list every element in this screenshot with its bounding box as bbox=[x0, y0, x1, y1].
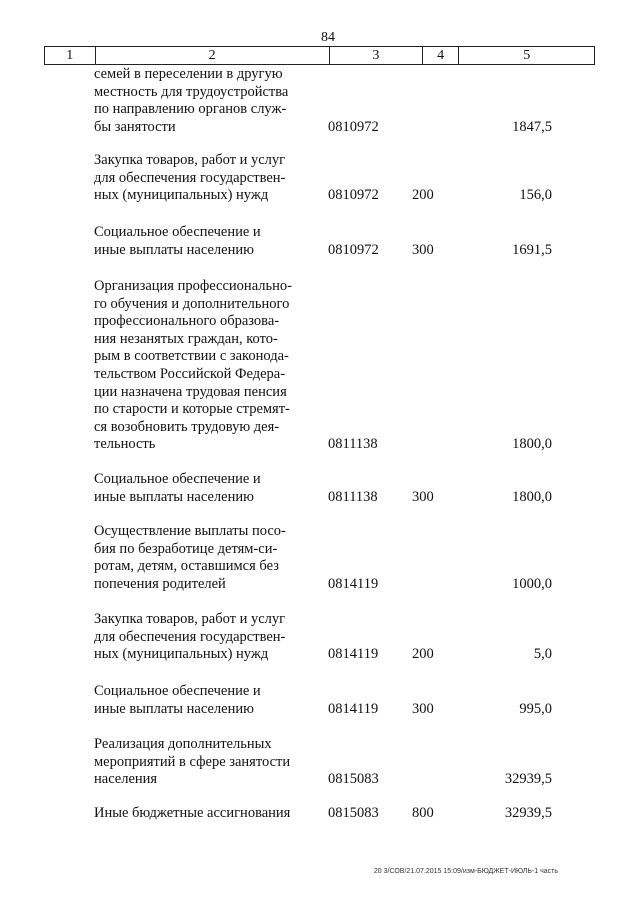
row-amount: 1800,0 bbox=[512, 436, 552, 453]
row-amount: 1000,0 bbox=[512, 575, 552, 592]
row-expense-type: 200 bbox=[412, 646, 434, 663]
row-code: 0814119 bbox=[328, 575, 379, 592]
row-expense-type: 300 bbox=[412, 488, 434, 505]
row-code: 0814119 bbox=[328, 700, 379, 717]
row-description: Социальное обеспечение и иные выплаты населению bbox=[94, 471, 261, 505]
row-description: Закупка товаров, работ и услуг для обеспечения государствен- ных (муниципальных) нужд bbox=[94, 611, 286, 663]
row-code: 0815083 bbox=[328, 771, 379, 788]
row-description: Социальное обеспечение и иные выплаты населению bbox=[94, 683, 261, 717]
row-expense-type: 200 bbox=[412, 187, 434, 204]
row-amount: 995,0 bbox=[519, 700, 552, 717]
document-footer: 20 3/СОВ/21.07.2015 15:09/изм-БЮДЖЕТ-ИЮЛЬ-1 часть bbox=[373, 868, 558, 875]
column-header-4: 4 bbox=[422, 47, 459, 65]
row-code: 0811138 bbox=[328, 436, 378, 453]
row-amount: 32939,5 bbox=[504, 805, 552, 821]
row-description: Иные бюджетные ассигнования bbox=[94, 805, 291, 821]
row-code: 0815083 bbox=[328, 805, 379, 821]
page-number: 84 bbox=[321, 30, 335, 45]
row-code: 0811138 bbox=[328, 488, 378, 505]
row-description: Организация профессионально- го обучения и дополнительного профессионального образова- ния незанятых граждан, кото- рым в соответствии с законода- тельством Российской Федера- ции назначена трудовая пенсия по старости и которые стремят- ся возобновить трудовую дея- тельность bbox=[94, 278, 292, 453]
row-amount: 5,0 bbox=[533, 646, 552, 663]
row-expense-type: 300 bbox=[412, 700, 434, 717]
column-header-2: 2 bbox=[95, 47, 329, 65]
column-header-5: 5 bbox=[459, 47, 595, 65]
column-header-1: 1 bbox=[45, 47, 96, 65]
row-amount: 1691,5 bbox=[512, 241, 552, 258]
column-header-3: 3 bbox=[329, 47, 422, 65]
row-expense-type: 300 bbox=[412, 241, 434, 258]
row-amount: 32939,5 bbox=[504, 771, 552, 788]
row-description: семей в переселении в другую местность для трудоустройства по направлению органов служ- бы занятости bbox=[94, 66, 289, 135]
row-code: 0810972 bbox=[328, 241, 379, 258]
row-expense-type: 800 bbox=[412, 805, 434, 821]
row-description: Закупка товаров, работ и услуг для обеспечения государствен- ных (муниципальных) нужд bbox=[94, 152, 286, 204]
row-amount: 156,0 bbox=[519, 187, 552, 204]
column-header-table bbox=[44, 46, 595, 65]
row-code: 0814119 bbox=[328, 646, 379, 663]
row-amount: 1847,5 bbox=[512, 118, 552, 135]
row-code: 0810972 bbox=[328, 118, 379, 135]
row-description: Социальное обеспечение и иные выплаты населению bbox=[94, 224, 261, 258]
row-code: 0810972 bbox=[328, 187, 379, 204]
row-description: Реализация дополнительных мероприятий в сфере занятости населения bbox=[94, 736, 291, 788]
row-amount: 1800,0 bbox=[512, 488, 552, 505]
row-description: Осуществление выплаты посо- бия по безработице детям-си- ротам, детям, оставшимся без попечения родителей bbox=[94, 523, 286, 592]
